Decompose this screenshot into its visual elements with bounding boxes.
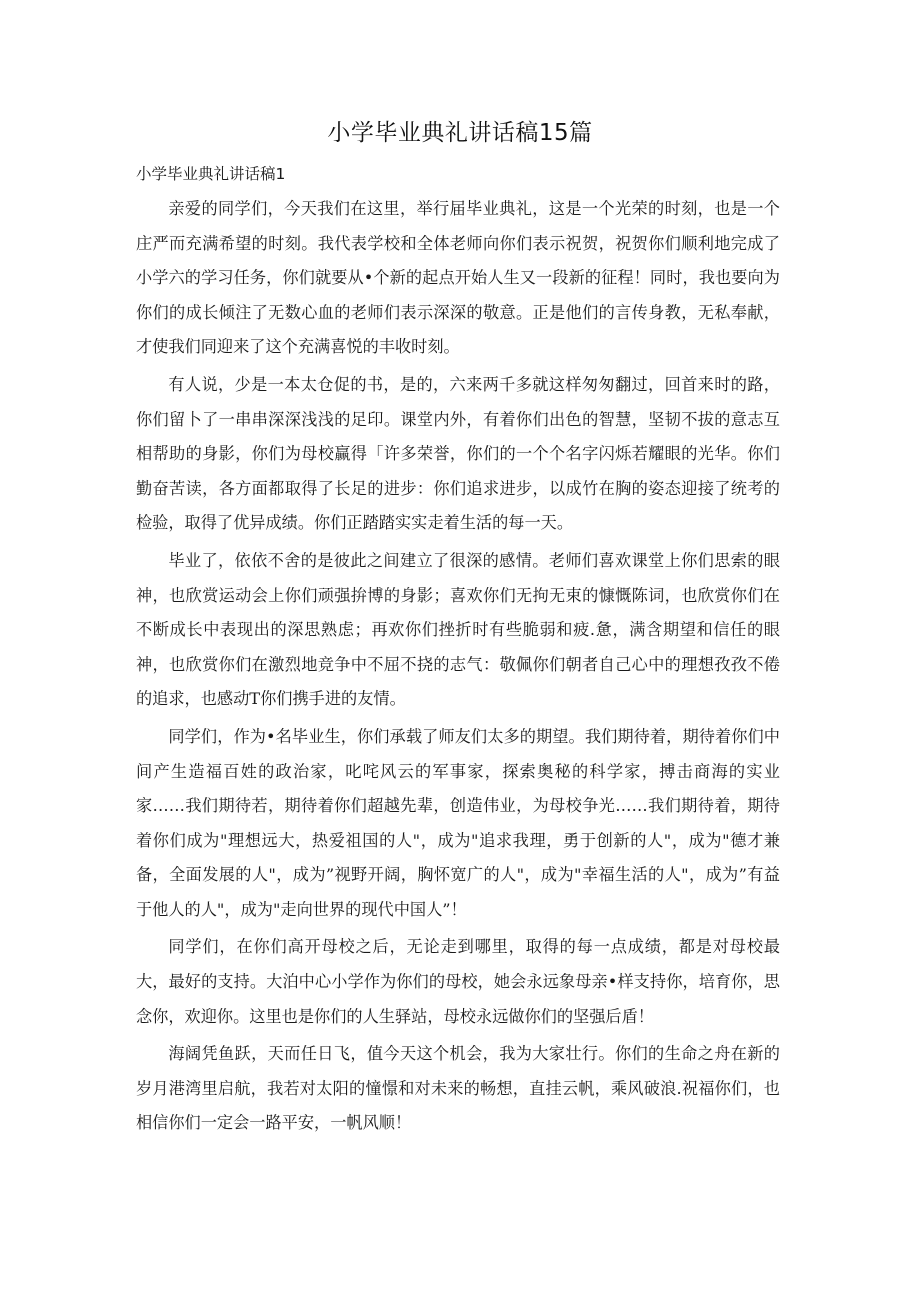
paragraph-4: 同学们，作为•名毕业生，你们承载了师友们太多的期望。我们期待着，期待着你们中间产生造福百姓的政治家，叱咤风云的军事家，探索奥秘的科学家，搏击商海的实业家……我们期待若，期待着你们超越先辈，创造伟业，为母校争光……我们期待着，期待着你们成为"理想远大，热爱祖国的人"，成为"追求我理，勇于创新的人"，成为"德才兼备，全面发展的人"，成为”视野开阔，胸怀宽广的人"，成为"幸福生活的人"，成为”有益于他人的人"，成为"走向世界的现代中国人”！ xyxy=(136,726,780,919)
paragraph-5: 同学们，在你们高开母校之后，无论走到哪里，取得的每一点成绩，都是对母校最大，最好的支持。大泊中心小学作为你们的母校，她会永远象母亲•样支持你，培育你，思念你，欢迎你。这里也是你们的人生驿站，母校永远做你们的坚强后盾！ xyxy=(136,937,780,1026)
document-body xyxy=(136,192,780,1144)
paragraph-3: 毕业了，依依不舍的是彼此之间建立了很深的感情。老师们喜欢课堂上你们思索的眼神，也欣赏运动会上你们顽强拚博的身影；喜欢你们无拘无束的慷慨陈词，也欣赏你们在不断成长中表现出的深思熟虑；再欢你们挫折时有些脆弱和疲.惫，满含期望和信任的眼神，也欣赏你们在激烈地竞争中不屈不挠的志气：敬佩你们朝者自己心中的理想孜孜不倦的追求，也感动T你们携手进的友情。 xyxy=(136,550,780,709)
paragraph-2: 有人说，少是一本太仓促的书，是的，六来两千多就这样匆匆翻过，回首来时的路，你们留卜了一串串深深浅浅的足印。课堂内外，有着你们出色的智慧，坚韧不拔的意志互相帮助的身影，你们为母校赢得「许多荣誉，你们的一个个名字闪烁若耀眼的光华。你们勤奋苦读，各方面都取得了长足的进步：你们追求进步，以成竹在胸的姿态迎接了统考的检验，取得了优异成绩。你们正踏踏实实走着生活的每一天。 xyxy=(136,374,780,533)
section-heading: 小学毕业典礼讲话稿1 xyxy=(136,165,286,183)
paragraph-6: 海阔凭鱼跃，天而任日飞，值今天这个机会，我为大家壮行。你们的生命之舟在新的岁月港湾里启航，我若对太阳的憧憬和对未来的畅想，直挂云帆，乘风破浪.祝福你们，也相信你们一定会一路平安，一帆风顺！ xyxy=(136,1044,780,1133)
paragraph-1: 亲爱的同学们，今天我们在这里，举行届毕业典礼，这是一个光荣的时刻，也是一个庄严而充满希望的时刻。我代表学校和全体老师向你们表示祝贺，祝贺你们顺利地完成了小学六的学习任务，你们就要从•个新的起点开始人生又一段新的征程！同时，我也要向为你们的成长倾注了无数心血的老师们表示深深的敬意。正是他们的言传身教，无私奉献，才使我们同迎来了这个充满喜悦的丰收时刻。 xyxy=(136,199,780,357)
document-title: 小学毕业典礼讲话稿15篇 xyxy=(327,120,593,146)
